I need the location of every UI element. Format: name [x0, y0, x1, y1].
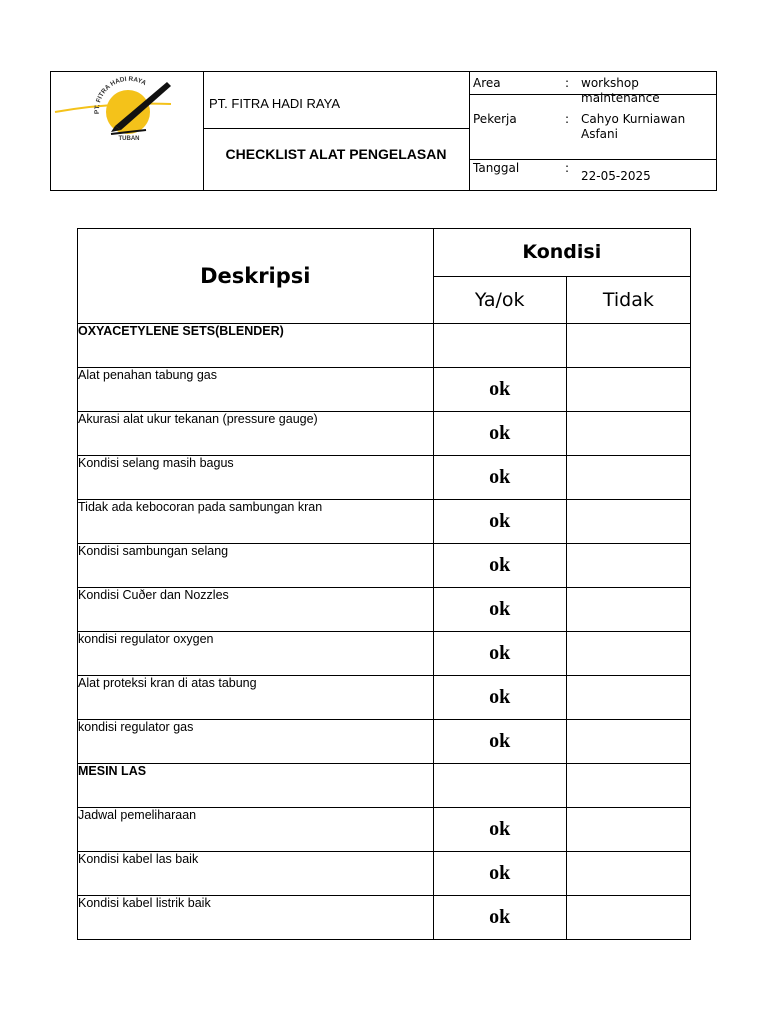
item-description: Alat proteksi kran di atas tabung: [78, 676, 434, 720]
item-description: Tidak ada kebocoran pada sambungan kran: [78, 500, 434, 544]
tidak-cell: [566, 808, 690, 852]
tidak-cell: [566, 324, 690, 368]
table-row: [78, 720, 691, 764]
tidak-cell: [566, 676, 690, 720]
ya-cell: ok: [433, 852, 566, 896]
item-description: Kondisi kabel listrik baik: [78, 896, 434, 940]
tanggal-colon: :: [565, 161, 570, 175]
table-row: [78, 456, 691, 500]
document-title: CHECKLIST ALAT PENGELASAN: [225, 146, 447, 162]
table-row: [78, 500, 691, 544]
ya-cell: ok: [433, 720, 566, 764]
info-row-tanggal: [470, 160, 716, 190]
header-ya-ok: Ya/ok: [433, 276, 566, 324]
ya-cell: [433, 764, 566, 808]
header-deskripsi: Deskripsi: [78, 229, 434, 324]
table-row: [78, 896, 691, 940]
item-description: Jadwal pemeliharaan: [78, 808, 434, 852]
tidak-cell: [566, 632, 690, 676]
table-row: [78, 764, 691, 808]
table-row: [78, 808, 691, 852]
tanggal-value: 22-05-2025: [581, 169, 651, 183]
tidak-cell: [566, 456, 690, 500]
logo-arc-text: PT. FITRA HADI RAYA: [93, 75, 148, 115]
tanggal-label: Tanggal: [473, 161, 520, 175]
tidak-cell: [566, 588, 690, 632]
ya-cell: ok: [433, 456, 566, 500]
item-description: Kondisi Cuðer dan Nozzles: [78, 588, 434, 632]
info-row-pekerja: [470, 95, 716, 160]
ya-cell: ok: [433, 676, 566, 720]
section-heading: OXYACETYLENE SETS(BLENDER): [78, 324, 434, 368]
logo-cell: [51, 72, 204, 190]
company-name: PT. FITRA HADI RAYA: [209, 96, 340, 111]
logo-sub-text: TUBAN: [118, 136, 140, 142]
pekerja-label: Pekerja: [473, 112, 517, 126]
header-kondisi: Kondisi: [433, 229, 690, 277]
area-label: Area: [473, 76, 501, 90]
ya-cell: [433, 324, 566, 368]
tidak-cell: [566, 412, 690, 456]
area-colon: :: [565, 76, 570, 90]
table-row: [78, 632, 691, 676]
ya-cell: ok: [433, 368, 566, 412]
item-description: Kondisi sambungan selang: [78, 544, 434, 588]
tidak-cell: [566, 852, 690, 896]
pekerja-colon: :: [565, 112, 570, 126]
section-heading: MESIN LAS: [78, 764, 434, 808]
table-row: [78, 852, 691, 896]
area-value: workshop maintenance: [581, 76, 660, 105]
info-row-area: [470, 72, 716, 105]
tidak-cell: [566, 368, 690, 412]
item-description: Akurasi alat ukur tekanan (pressure gauge): [78, 412, 434, 456]
company-logo: [51, 72, 203, 190]
ya-cell: ok: [433, 896, 566, 940]
table-row: [78, 324, 691, 368]
tidak-cell: [566, 720, 690, 764]
tidak-cell: [566, 544, 690, 588]
header-tidak: Tidak: [566, 276, 690, 324]
item-description: kondisi regulator gas: [78, 720, 434, 764]
item-description: Kondisi kabel las baik: [78, 852, 434, 896]
ya-cell: ok: [433, 632, 566, 676]
tidak-cell: [566, 896, 690, 940]
item-description: Alat penahan tabung gas: [78, 368, 434, 412]
table-row: [78, 544, 691, 588]
ya-cell: ok: [433, 544, 566, 588]
checklist-table: [77, 228, 691, 940]
pekerja-value-line1: Cahyo Kurniawan: [581, 112, 686, 126]
tidak-cell: [566, 764, 690, 808]
ya-cell: ok: [433, 500, 566, 544]
ya-cell: ok: [433, 808, 566, 852]
ya-cell: ok: [433, 588, 566, 632]
document-header: [50, 71, 717, 191]
table-row: [78, 588, 691, 632]
ya-cell: ok: [433, 412, 566, 456]
table-row: [78, 368, 691, 412]
table-row: [78, 412, 691, 456]
tidak-cell: [566, 500, 690, 544]
item-description: Kondisi selang masih bagus: [78, 456, 434, 500]
table-row: [78, 676, 691, 720]
pekerja-value-line2: Asfani: [581, 127, 618, 141]
item-description: kondisi regulator oxygen: [78, 632, 434, 676]
company-cell: [203, 72, 470, 129]
